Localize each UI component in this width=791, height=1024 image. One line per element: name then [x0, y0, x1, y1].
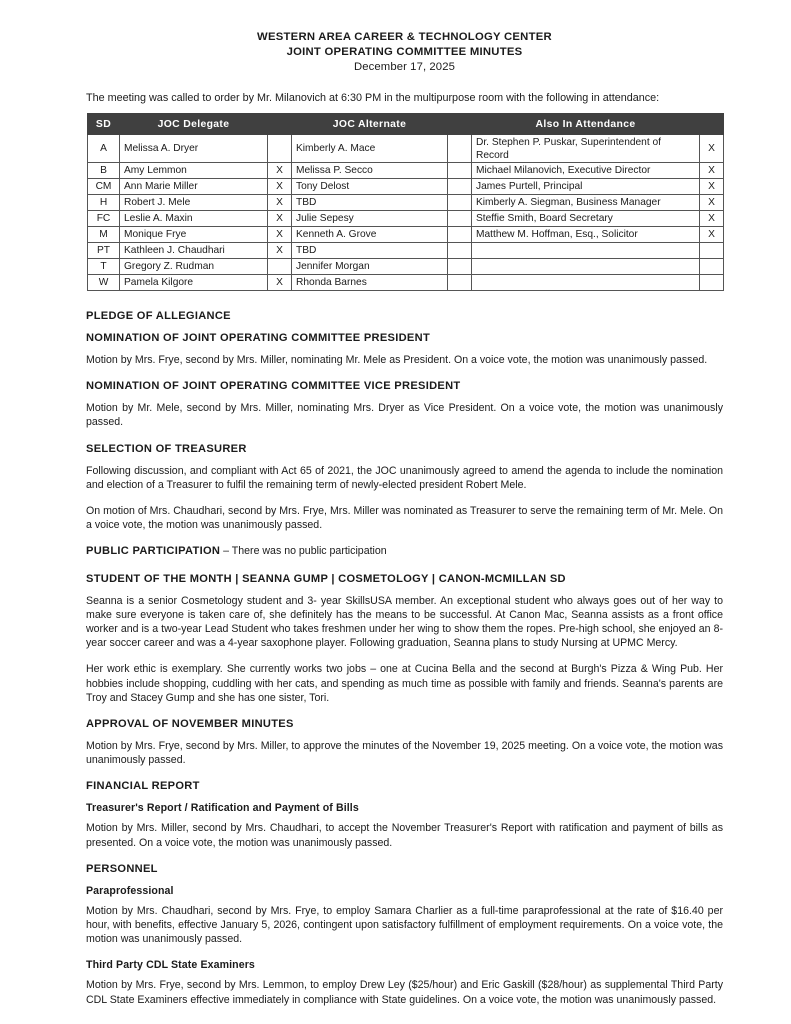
cell-also-x: [700, 275, 724, 291]
cell-alternate: Jennifer Morgan: [292, 259, 448, 275]
document-header: [86, 30, 723, 75]
cell-alternate-x: [448, 243, 472, 259]
public-participation-line: [86, 544, 723, 558]
attendance-table-body: [88, 135, 724, 291]
cell-delegate-x: X: [268, 211, 292, 227]
table-row: [88, 275, 724, 291]
cell-delegate-x: X: [268, 227, 292, 243]
cell-sd: A: [88, 135, 120, 163]
cell-sd: B: [88, 163, 120, 179]
text-public-participation: – There was no public participation: [220, 545, 387, 558]
heading-pledge-of-allegiance: PLEDGE OF ALLEGIANCE: [86, 310, 231, 322]
text-treasurer-paragraph-1: Following discussion, and compliant with Act 65 of 2021, the JOC unanimously agreed to amend the agenda to include the nomination and election of a Treasurer to fulfil the remaining term of newly-elected president Robert Mele.: [86, 464, 723, 491]
cell-sd: FC: [88, 211, 120, 227]
cell-delegate-x: X: [268, 243, 292, 259]
cell-delegate: Leslie A. Maxin: [120, 211, 268, 227]
table-row: [88, 243, 724, 259]
cell-also-x: X: [700, 227, 724, 243]
table-row: [88, 211, 724, 227]
subheading-cdl-state-examiners: Third Party CDL State Examiners: [86, 959, 255, 972]
col-header-also-present: [700, 114, 724, 135]
cell-alternate-x: [448, 259, 472, 275]
cell-alternate: Kimberly A. Mace: [292, 135, 448, 163]
cell-delegate-x: X: [268, 275, 292, 291]
col-header-joc-alternate: JOC Alternate: [292, 114, 448, 135]
cell-also: [472, 259, 700, 275]
cell-delegate: Melissa A. Dryer: [120, 135, 268, 163]
table-header-row: [88, 114, 724, 135]
cell-sd: CM: [88, 179, 120, 195]
cell-alternate-x: [448, 211, 472, 227]
col-header-sd: SD: [88, 114, 120, 135]
cell-also-x: X: [700, 163, 724, 179]
table-row: [88, 259, 724, 275]
cell-also-x: X: [700, 135, 724, 163]
cell-also: Kimberly A. Siegman, Business Manager: [472, 195, 700, 211]
cell-also: Dr. Stephen P. Puskar, Superintendent of Record: [472, 135, 700, 163]
text-cdl-state-examiners: Motion by Mrs. Frye, second by Mrs. Lemmon, to employ Drew Ley ($25/hour) and Eric Gaskill ($28/hour) as supplemental Third Party CDL State Examiners effective immediately in compliance with State guidelines. On a voice vote, the motion was unanimously passed.: [86, 979, 723, 1006]
table-row: [88, 195, 724, 211]
organization-name-line1: WESTERN AREA CAREER & TECHNOLOGY CENTER: [257, 31, 552, 43]
cell-alternate-x: [448, 163, 472, 179]
table-row: [88, 179, 724, 195]
cell-sd: W: [88, 275, 120, 291]
cell-delegate: Ann Marie Miller: [120, 179, 268, 195]
cell-delegate: Pamela Kilgore: [120, 275, 268, 291]
heading-nomination-vice-president: NOMINATION OF JOINT OPERATING COMMITTEE VICE PRESIDENT: [86, 380, 461, 393]
cell-alternate: Julie Sepesy: [292, 211, 448, 227]
cell-also-x: X: [700, 195, 724, 211]
text-nomination-president: Motion by Mrs. Frye, second by Mrs. Miller, nominating Mr. Mele as President. On a voice vote, the motion was unanimously passed.: [86, 354, 708, 366]
cell-also: [472, 275, 700, 291]
heading-selection-of-treasurer: SELECTION OF TREASURER: [86, 442, 247, 455]
cell-also: [472, 243, 700, 259]
call-to-order-statement: The meeting was called to order by Mr. Milanovich at 6:30 PM in the multipurpose room with the following in attendance:: [86, 92, 660, 104]
text-treasurer-paragraph-2: On motion of Mrs. Chaudhari, second by Mrs. Frye, Mrs. Miller was nominated as Treasurer to serve the remaining term of Mr. Mele. On a voice vote, the motion was unanimously passed.: [86, 505, 723, 532]
heading-personnel: PERSONNEL: [86, 862, 158, 875]
cell-also: Steffie Smith, Board Secretary: [472, 211, 700, 227]
text-approval-november: Motion by Mrs. Frye, second by Mrs. Miller, to approve the minutes of the November 19, 2025 meeting. On a voice vote, the motion was unanimously passed.: [86, 740, 723, 767]
cell-alternate: TBD: [292, 195, 448, 211]
text-student-paragraph-2: Her work ethic is exemplary. She currently works two jobs – one at Cucina Bella and the second at Burgh's Pizza & Wing Pub. Her hobbies include shopping, cuddling with her cats, and spending as much time as possible with family and friends. Seanna's parents are Troy and Stacey Gump and she has one sister, Tori.: [86, 663, 723, 704]
cell-delegate-x: X: [268, 195, 292, 211]
cell-alternate-x: [448, 195, 472, 211]
subheading-paraprofessional: Paraprofessional: [86, 884, 174, 897]
col-header-joc-delegate: JOC Delegate: [120, 114, 268, 135]
heading-student-of-the-month: STUDENT OF THE MONTH | SEANNA GUMP | COSMETOLOGY | CANON-MCMILLAN SD: [86, 572, 566, 585]
cell-alternate-x: [448, 135, 472, 163]
cell-alternate: Rhonda Barnes: [292, 275, 448, 291]
heading-nomination-president: NOMINATION OF JOINT OPERATING COMMITTEE PRESIDENT: [86, 332, 431, 344]
cell-delegate-x: X: [268, 163, 292, 179]
cell-alternate: Melissa P. Secco: [292, 163, 448, 179]
heading-financial-report: FINANCIAL REPORT: [86, 780, 200, 793]
cell-delegate-x: X: [268, 179, 292, 195]
cell-also-x: X: [700, 179, 724, 195]
subheading-treasurers-report: Treasurer's Report / Ratification and Payment of Bills: [86, 802, 359, 815]
text-student-paragraph-1: Seanna is a senior Cosmetology student and 3- year SkillsUSA member. An exceptional student who always goes out of her way to make sure everyone is taken care of, she definitely has the means to be successful. At Canon Mac, Seanna assists as a front office worker and is a two-year Lead Student who takes freshmen under her wing to show them the ropes. Pre-high school, she enjoyed an 8-year soccer career and was a 4-year saxophone player. Following graduation, Seanna plans to study Nursing at UPMC Mercy.: [86, 594, 723, 650]
cell-also: James Purtell, Principal: [472, 179, 700, 195]
heading-approval-of-november-minutes: APPROVAL OF NOVEMBER MINUTES: [86, 718, 294, 731]
col-header-alternate-present: [448, 114, 472, 135]
cell-alternate: Tony Delost: [292, 179, 448, 195]
cell-also: Michael Milanovich, Executive Director: [472, 163, 700, 179]
cell-also-x: [700, 243, 724, 259]
cell-delegate: Monique Frye: [120, 227, 268, 243]
attendance-table-head: [88, 114, 724, 135]
cell-alternate: Kenneth A. Grove: [292, 227, 448, 243]
meeting-date: December 17, 2025: [354, 61, 455, 73]
document-title-line2: JOINT OPERATING COMMITTEE MINUTES: [286, 45, 523, 58]
cell-also: Matthew M. Hoffman, Esq., Solicitor: [472, 227, 700, 243]
cell-sd: H: [88, 195, 120, 211]
text-nomination-vice-president: Motion by Mr. Mele, second by Mrs. Miller, nominating Mrs. Dryer as Vice President. On a voice vote, the motion was unanimously passed.: [86, 402, 723, 429]
text-paraprofessional: Motion by Mrs. Chaudhari, second by Mrs. Frye, to employ Samara Charlier as a full-time paraprofessional at the rate of $16.40 per hour, with benefits, effective January 5, 2026, contingent upon satisfactory fulfillment of employment requirements. On a voice vote, the motion was unanimously passed.: [86, 904, 723, 946]
cell-delegate: Kathleen J. Chaudhari: [120, 243, 268, 259]
cell-delegate: Gregory Z. Rudman: [120, 259, 268, 275]
text-treasurers-report: Motion by Mrs. Miller, second by Mrs. Chaudhari, to accept the November Treasurer's Report with ratification and payment of bills as presented. On a voice vote, the motion was unanimously passed.: [86, 822, 723, 849]
cell-alternate-x: [448, 227, 472, 243]
cell-alternate: TBD: [292, 243, 448, 259]
minutes-body: [86, 309, 723, 1007]
table-row: [88, 227, 724, 243]
cell-delegate-x: [268, 259, 292, 275]
attendance-table: [87, 113, 724, 291]
heading-public-participation: PUBLIC PARTICIPATION: [86, 545, 221, 558]
cell-sd: T: [88, 259, 120, 275]
cell-alternate-x: [448, 275, 472, 291]
cell-sd: M: [88, 227, 120, 243]
cell-delegate-x: [268, 135, 292, 163]
col-header-delegate-present: [268, 114, 292, 135]
col-header-also-in-attendance: Also In Attendance: [472, 114, 700, 135]
cell-delegate: Amy Lemmon: [120, 163, 268, 179]
table-row: [88, 163, 724, 179]
cell-also-x: [700, 259, 724, 275]
cell-sd: PT: [88, 243, 120, 259]
cell-delegate: Robert J. Mele: [120, 195, 268, 211]
table-row: [88, 135, 724, 163]
cell-also-x: X: [700, 211, 724, 227]
cell-alternate-x: [448, 179, 472, 195]
